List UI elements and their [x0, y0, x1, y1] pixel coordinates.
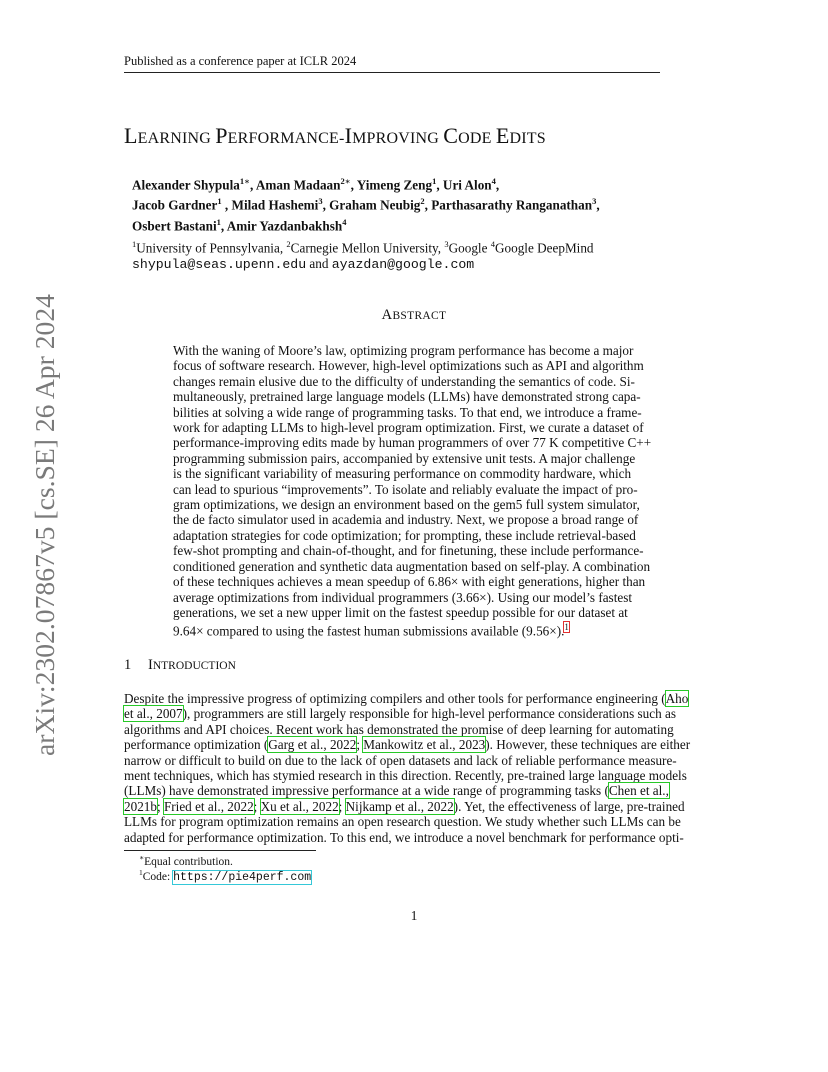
intro-line: LLMs for program optimization remains an open research question. We study whether such LLMs can be [124, 814, 681, 830]
author: Graham Neubig [329, 197, 421, 213]
abstract-line: adaptation strategies for code optimization; for prompting, these include retrieval-based [173, 527, 636, 543]
abstract-line-last: 9.64× compared to using the fastest human submissions available (9.56×).$^1$ [173, 622, 569, 639]
code-url-link[interactable]: https://pie4perf.com [173, 870, 312, 884]
abstract-line: changes remain elusive due to the difficulty of understanding the semantics of code. Si- [173, 373, 635, 389]
author: Parthasarathy Ranganathan [431, 197, 593, 213]
citation-link[interactable]: 2021b [124, 798, 157, 814]
affiliations: $^1$University of Pennsylvania, $^2$Carnegie Mellon University, $^3$Google $^4$Google DeepMind shypula@seas.upenn.edu and ayazdan@google.com [132, 239, 594, 273]
abstract-line: work for adapting LLMs to high-level program optimization. First, we curate a dataset of [173, 420, 644, 436]
abstract-line: conditioned generation and synthetic data augmentation based on self-play. A combination [173, 558, 651, 574]
author: Alexander Shypula [132, 177, 240, 193]
author: Milad Hashemi [231, 197, 319, 213]
citation-link[interactable]: Garg et al., 2022 [268, 737, 357, 753]
intro-line: performance optimization (Garg et al., 2022; Mankowitz et al., 2023). However, these techniques are either [124, 737, 691, 753]
intro-line: et al., 2007), programmers are still largely responsible for high-level performance considerations such as [124, 706, 677, 722]
footnote-equal-contribution: ∗Equal contribution. [139, 853, 233, 868]
citation-link[interactable]: et al., 2007 [124, 706, 183, 722]
author: Amir Yazdanbakhsh [226, 218, 343, 234]
author-list [132, 173, 652, 234]
abstract-line: multaneously, pretrained large language models (LLMs) have demonstrated strong capa- [173, 389, 641, 405]
citation-link[interactable]: Fried et al., 2022 [163, 798, 254, 814]
author: Yimeng Zeng [356, 177, 433, 193]
abstract-line: can lead to spurious “improvements”. To isolate and reliably evaluate the impact of pro- [173, 481, 638, 497]
running-header: Published as a conference paper at ICLR 2024 [124, 54, 660, 73]
email: ayazdan@google.com [331, 257, 475, 273]
abstract-line: performance-improving edits made by human programmers of over 77 K competitive C++ [173, 435, 652, 451]
abstract-line: generations, we set a new upper limit on the fastest speedup possible for our dataset at [173, 604, 628, 620]
intro-line: 2021b; Fried et al., 2022; Xu et al., 2022; Nijkamp et al., 2022). Yet, the effectiveness of large, pre-trained [124, 798, 685, 814]
intro-line: algorithms and API choices. Recent work has demonstrated the promise of deep learning for automating [124, 721, 674, 737]
section-heading-introduction: 1 INTRODUCTION [124, 657, 236, 673]
footnote-link[interactable]: 1 [564, 622, 569, 633]
intro-line: Despite the impressive progress of optimizing compilers and other tools for performance engineering (Aho [124, 691, 689, 706]
citation-link[interactable]: Chen et al., [608, 783, 669, 799]
intro-line: (LLMs) have demonstrated impressive performance at a wide range of programming tasks (Chen et al., [124, 783, 669, 799]
citation-link[interactable]: Mankowitz et al., 2023 [363, 737, 486, 753]
intro-line: narrow or difficult to build on due to the lack of open datasets and lack of reliable performance measure- [124, 752, 677, 768]
introduction-body [124, 691, 704, 845]
intro-line: adapted for performance optimization. To this end, we introduce a novel benchmark for performance opti- [124, 829, 684, 845]
author: Jacob Gardner [132, 197, 218, 213]
abstract-line: average optimizations from individual programmers (3.66×). Using our model’s fastest [173, 589, 633, 605]
abstract-line: programming submission pairs, accompanied by extensive unit tests. A major challenge [173, 450, 636, 466]
arxiv-stamp-text: arXiv:2302.07867v5 [cs.SE] 26 Apr 2024 [30, 304, 60, 756]
abstract-line: the de facto simulator used in academia and industry. Next, we propose a broad range of [173, 512, 639, 528]
author-line-1: Alexander Shypula$^{1∗}$, Aman Madaan$^{2∗}$, Yimeng Zeng$^1$, Uri Alon$^4$, [132, 176, 500, 193]
abstract-body [173, 343, 656, 639]
paper-title: LEARNING PERFORMANCE-IMPROVING CODE EDITS [124, 123, 546, 148]
abstract-heading: ABSTRACT [381, 307, 447, 323]
author-line-2: Jacob Gardner$^1$ , Milad Hashemi$^3$, Graham Neubig$^2$, Parthasarathy Ranganathan$^3$, [132, 196, 600, 213]
abstract-line: focus of software research. However, high-level optimizations such as API and algorithm [173, 358, 644, 374]
abstract-line: bilities at solving a wide range of programming tasks. To that end, we introduce a frame- [173, 404, 642, 420]
abstract-line: gram optimizations, we design an environment based on the gem5 full system simulator, [173, 497, 640, 513]
abstract-line: is the significant variability of measuring performance on commodity hardware, which [173, 466, 632, 482]
citation-link[interactable]: Aho [665, 691, 689, 706]
author: Uri Alon [442, 177, 492, 193]
footnote-rule [124, 850, 316, 851]
abstract-line: of these techniques achieves a mean speedup of 6.86× with eight generations, higher than [173, 574, 646, 590]
citation-link[interactable]: Nijkamp et al., 2022 [345, 798, 454, 814]
page-number: 1 [410, 908, 418, 923]
abstract-line: few-shot prompting and chain-of-thought, and for finetuning, these include performance- [173, 543, 644, 559]
author: Aman Madaan [255, 177, 341, 193]
citation-link[interactable]: Xu et al., 2022 [260, 798, 339, 814]
footnote-code: $^1$Code: https://pie4perf.com [139, 868, 312, 884]
abstract-line: With the waning of Moore’s law, optimizing program performance has become a major [173, 343, 634, 358]
arxiv-stamp[interactable] [12, 290, 68, 760]
email: shypula@seas.upenn.edu [132, 257, 307, 273]
author-line-3: Osbert Bastani$^1$, Amir Yazdanbakhsh$^4$ [132, 216, 347, 234]
intro-line: ment techniques, which has stymied research in this direction. Recently, pre-trained large language models [124, 768, 687, 784]
author: Osbert Bastani [132, 218, 217, 234]
